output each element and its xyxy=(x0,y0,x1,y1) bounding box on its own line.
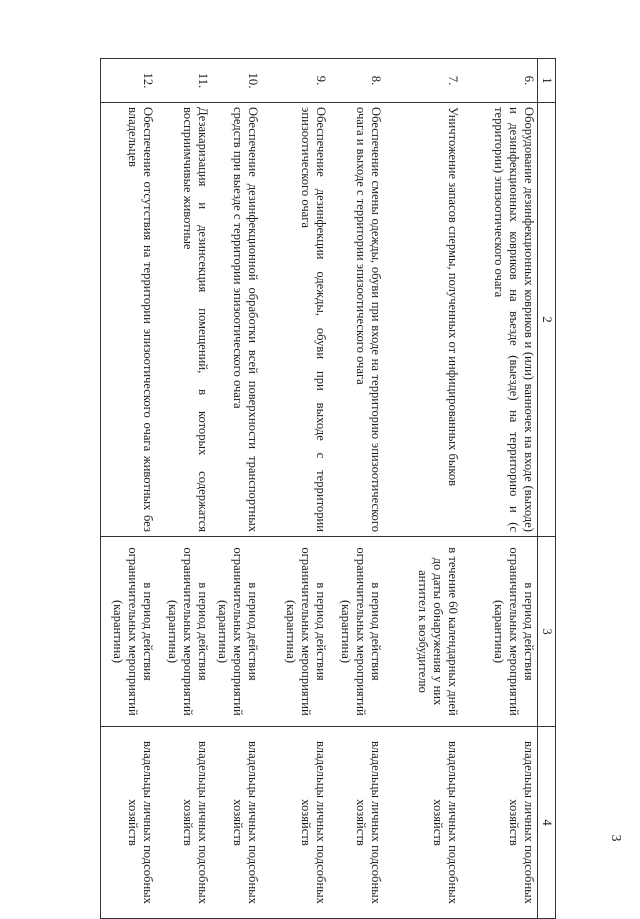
responsible-text: владельцы личных подсобных хозяйств xyxy=(157,727,212,919)
term-text: в период действия ограничительных мероприятий (карантина) xyxy=(157,537,212,727)
table-row xyxy=(330,59,385,919)
column-header-1: 1 xyxy=(538,59,556,103)
measure-text: Дезакаризация и дезинсекция помещений, в которых содержатся восприимчивые животные xyxy=(157,103,212,537)
column-header-3: 3 xyxy=(538,537,556,727)
row-number: 10. xyxy=(212,59,262,103)
measure-text: Обеспечение отсутствия на территории эпизоотического очага животных без владельцев xyxy=(101,103,157,537)
term-text: в течение 60 календарных дней до даты обнаружения у них антител к возбудителю xyxy=(385,537,462,727)
responsible-text: владельцы личных подсобных хозяйств xyxy=(101,727,157,919)
measure-text: Обеспечение смены одежды, обуви при входе на территорию эпизоотического очага и выходе с территории эпизоотического очага xyxy=(330,103,385,537)
measure-text: Обеспечение дезинфекции одежды, обуви при выходе с территории эпизоотического очага xyxy=(262,103,330,537)
header-row xyxy=(538,59,556,919)
row-number: 9. xyxy=(262,59,330,103)
responsible-text: владельцы личных подсобных хозяйств xyxy=(462,727,538,919)
row-number: 8. xyxy=(330,59,385,103)
table-row xyxy=(101,59,157,919)
table-row xyxy=(157,59,212,919)
responsible-text: владельцы личных подсобных хозяйств xyxy=(262,727,330,919)
measure-text: Обеспечение дезинфекционной обработки всей поверхности транспортных средств при выезде с территории эпизоотического очага xyxy=(212,103,262,537)
table-row xyxy=(462,59,538,919)
measures-table xyxy=(100,58,556,919)
term-text: в период действия ограничительных мероприятий (карантина) xyxy=(101,537,157,727)
term-text: в период действия ограничительных мероприятий (карантина) xyxy=(212,537,262,727)
term-text: в период действия ограничительных мероприятий (карантина) xyxy=(462,537,538,727)
term-text: в период действия ограничительных мероприятий (карантина) xyxy=(262,537,330,727)
table-row xyxy=(262,59,330,919)
page-number: 3 xyxy=(608,834,623,842)
table-row xyxy=(385,59,462,919)
row-number: 12. xyxy=(101,59,157,103)
responsible-text: владельцы личных подсобных хозяйств xyxy=(385,727,462,919)
measure-text: Оборудование дезинфекционных ковриков и (или) ванночек на входе (выходе) и дезинфекционных ковриков на въезде (выезде) на территорию и (с территории) эпизоотического очага xyxy=(462,103,538,537)
row-number: 6. xyxy=(462,59,538,103)
term-text: в период действия ограничительных мероприятий (карантина) xyxy=(330,537,385,727)
row-number: 11. xyxy=(157,59,212,103)
column-header-4: 4 xyxy=(538,727,556,919)
column-header-2: 2 xyxy=(538,103,556,537)
rotated-page xyxy=(36,58,556,918)
responsible-text: владельцы личных подсобных хозяйств xyxy=(330,727,385,919)
table-row xyxy=(212,59,262,919)
responsible-text: владельцы личных подсобных хозяйств xyxy=(212,727,262,919)
row-number: 7. xyxy=(385,59,462,103)
measure-text: Уничтожение запасов спермы, полученных от инфицированных быков xyxy=(385,103,462,537)
